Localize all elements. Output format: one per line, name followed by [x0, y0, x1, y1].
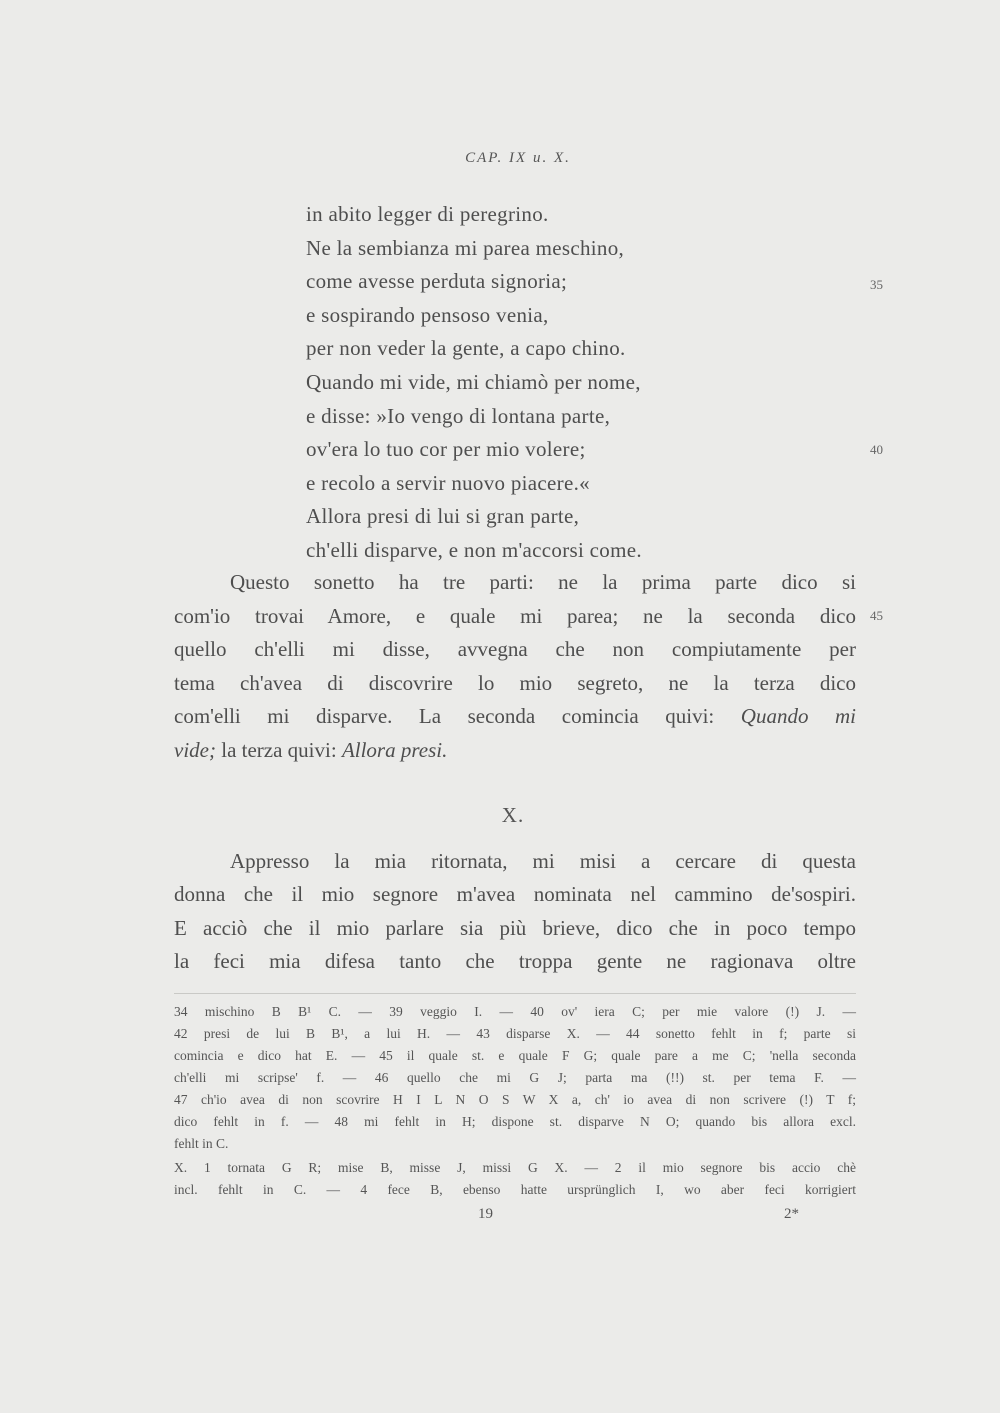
prose-text: com'elli mi disparve. La seconda comincia quivi:	[174, 704, 741, 729]
prose-line: Appresso la mia ritornata, mi misi a cercare di questa	[230, 849, 856, 873]
prose-line-composite	[174, 700, 856, 734]
verse-line: per non veder la gente, a capo chino.	[306, 336, 626, 361]
signature-number: 19	[478, 1206, 493, 1222]
verse-line: e recolo a servir nuovo piacere.«	[306, 470, 590, 495]
verse-line: e sospirando pensoso venia,	[306, 302, 549, 327]
note-line: ch'elli mi scripse' f. — 46 quello che mi G J; parta ma (!!) st. per tema F. —	[174, 1070, 856, 1085]
verse-line: e disse: »Io vengo di lontana parte,	[306, 403, 611, 428]
incipit-quote: Quando mi	[740, 704, 856, 729]
verse-line: in abito legger di peregrino.	[306, 202, 549, 226]
note-line: fehlt in C.	[174, 1136, 229, 1151]
verse-line: ch'elli disparve, e non m'accorsi come.	[306, 537, 642, 562]
verse-line: come avesse perduta signoria;	[306, 269, 568, 294]
note-line: dico fehlt in f. — 48 mi fehlt in H; dispone st. disparve N O; quando bis allora excl.	[174, 1114, 856, 1129]
prose-text: la terza quivi:	[215, 737, 342, 762]
prose-line: E acciò che il mio parlare sia più brieve, dico che in poco tempo	[174, 915, 856, 940]
note-line: incl. fehlt in C. — 4 fece B, ebenso hatte ursprünglich I, wo aber feci korrigiert	[174, 1182, 856, 1197]
sheet-mark: 2*	[784, 1206, 799, 1222]
prose-line: com'io trovai Amore, e quale mi parea; ne la seconda dico	[174, 603, 856, 628]
note-line: 47 ch'io avea di non scovrire H I L N O S W X a, ch' io avea di non scrivere (!) T f;	[174, 1092, 856, 1107]
verse-line: Ne la sembianza mi parea meschino,	[306, 235, 625, 260]
prose-line: Questo sonetto ha tre parti: ne la prima parte dico si	[230, 570, 856, 594]
incipit-quote: vide;	[174, 737, 216, 762]
line-number: 45	[870, 608, 883, 623]
sonnet-verse	[306, 198, 642, 568]
section-heading: X.	[501, 803, 525, 827]
line-number: 35	[870, 277, 883, 292]
line-number: 40	[870, 442, 883, 457]
verse-line: Quando mi vide, mi chiamò per nome,	[306, 369, 641, 394]
commentary-paragraph	[174, 566, 856, 768]
prose-line-composite	[174, 734, 856, 768]
prose-line: donna che il mio segnore m'avea nominata nel cammino de'sospiri.	[174, 882, 856, 907]
verse-line: ov'era lo tuo cor per mio volere;	[306, 437, 586, 462]
note-line: comincia e dico hat E. — 45 il quale st. e quale F G; quale pare a me C; 'nella seconda	[174, 1048, 856, 1063]
running-head: CAP. IX u. X.	[465, 150, 571, 166]
note-line: 42 presi de lui B B¹, a lui H. — 43 disparse X. — 44 sonetto fehlt in f; parte si	[174, 1026, 856, 1041]
note-line: 34 mischino B B¹ C. — 39 veggio I. — 40 ov' iera C; per mie valore (!) J. —	[174, 1004, 856, 1019]
section-x-paragraph	[174, 845, 856, 978]
footnote-divider	[174, 993, 856, 994]
verse-line: Allora presi di lui si gran parte,	[306, 504, 580, 529]
prose-line: la feci mia difesa tanto che troppa gente ne ragionava oltre	[174, 948, 856, 973]
incipit-quote: Allora presi.	[341, 737, 448, 762]
critical-apparatus	[174, 1001, 856, 1201]
prose-line: quello ch'elli mi disse, avvegna che non compiutamente per	[174, 637, 856, 662]
prose-line: tema ch'avea di discovrire lo mio segreto, ne la terza dico	[174, 670, 856, 695]
note-line: X. 1 tornata G R; mise B, misse J, missi G X. — 2 il mio segnore bis accio chè	[174, 1160, 856, 1175]
